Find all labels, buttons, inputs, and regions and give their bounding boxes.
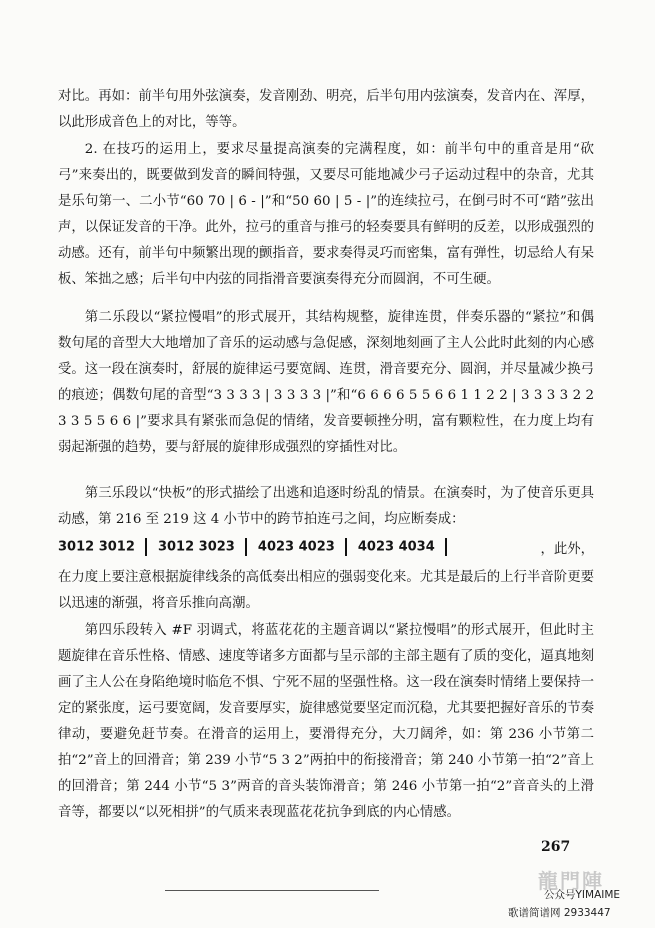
watermark-line-2: 歌谱简谱网 2933447: [508, 907, 611, 919]
notation-segment: 4023 4023: [257, 539, 335, 555]
paragraph-4: 第三乐段以“快板”的形式描绘了出逃和追逐时纷乱的情景。在演奏时，为了使音乐更具动感，第 216 至 219 这 4 小节中的跨节拍连弓之间，均应断奏成：: [58, 486, 594, 527]
watermark: [508, 865, 650, 925]
paragraph-6: 第四乐段转入 #F 羽调式，将蓝花花的主题音调以“紧拉慢唱”的形式展开，但此时主题旋律在音乐性格、情感、速度等诸多方面都与呈示部的主部主题有了质的变化，逼真地刻画了主人公在身陷绝境时临危不惧、宁死不屈的坚强性格。这一段在演奏时情绪上要保持一定的紧张度，运弓要宽阔，发音要厚实，旋律感觉要坚定而沉稳，尤其要把握好音乐的节奏律动，要避免赶节奏。在滑音的运用上，要滑得充分，大刀阔斧，如：第 236 小节第二拍“2”音上的回滑音；第 239 小节“5 3 2”两拍中的衔接滑音；第 240 小节第一拍“2”音上的回滑音；第 244 小节“5 3”两音的音头装饰滑音；第 246 小节第一拍“2”音音头的上滑音等，都要以“以死相拼”的气质来表现蓝花花抗争到底的内心情感。: [58, 623, 594, 820]
paragraph-4-block: [58, 481, 594, 533]
watermark-logo: 龍門陣: [538, 869, 604, 893]
paragraph-5-block: [58, 565, 594, 617]
notation-measures: [58, 538, 453, 556]
paragraph-3: 第二乐段以“紧拉慢唱”的形式展开，其结构规整，旋律连贯，伴奏乐器的“紧拉”和偶数句尾的音型大大地增加了音乐的运动感与急促感，深刻地刻画了主人公此时此刻的内心感受。这一段在演奏时，舒展的旋律运弓要宽阔、连贯，滑音要充分、圆润，并尽量减少换弓的痕迹；偶数句尾的音型“3 3 3 3 | 3 3 3 3 |”和“6 6 6 6 5 5 6 6 1 1 2 2 | 3 3 3 3 2 2 3 3 5 5 6 6 |”要求具有紧张而急促的情绪，发音要顿挫分明，富有颗粒性，在力度上均有弱起渐强的趋势，要与舒展的旋律形成强烈的穿插性对比。: [58, 310, 594, 455]
footer-rule: [165, 890, 379, 891]
barline: [445, 538, 447, 556]
paragraph-6-block: [58, 618, 594, 826]
notation-tail-text: ，此外，: [540, 542, 594, 557]
notation-segment: 3012 3012: [58, 539, 135, 555]
notation-line: [58, 530, 594, 564]
watermark-line-1: 公众号YIMAIME: [544, 889, 621, 901]
barline: [245, 538, 247, 556]
paragraph-1-block: [58, 84, 594, 136]
paragraph-2: 2. 在技巧的运用上，要求尽量提高演奏的完满程度，如：前半句中的重音是用“砍弓”来奏出的，既要做到发音的瞬间特强，又要尽可能地减少弓子运动过程中的杂音，尤其是乐句第一、二小节“6̇0 7̇0 | 6̇ - |”和“5̇0 6̇0 | 5̇ - |”的连续拉弓，在倒弓时不可“踏”弦出声，以保证发音的干净。此外，拉弓的重音与推弓的轻奏要具有鲜明的反差，以形成强烈的动感。还有，前半句中频繁出现的颤指音，要求奏得灵巧而密集，富有弹性，切忌给人有呆板、笨拙之感；后半句中内弦的同指滑音要演奏得充分而圆润，不可生硬。: [58, 142, 594, 287]
paragraph-3-block: [58, 305, 594, 461]
notation-segment: 3012 3023: [157, 539, 235, 555]
notation-segment: 4023 4034: [357, 539, 435, 555]
barline: [345, 538, 347, 556]
barline: [145, 538, 147, 556]
paragraph-5: 在力度上要注意根据旋律线条的高低奏出相应的强弱变化来。尤其是最后的上行半音阶更要以迅速的渐强，将音乐推向高潮。: [58, 570, 594, 611]
page-number: 267: [541, 839, 571, 855]
paragraph-1: 对比。再如：前半句用外弦演奏，发音刚劲、明亮，后半句用内弦演奏，发音内在、浑厚，以此形成音色上的对比，等等。: [58, 89, 594, 130]
paragraph-2-block: [58, 137, 594, 293]
